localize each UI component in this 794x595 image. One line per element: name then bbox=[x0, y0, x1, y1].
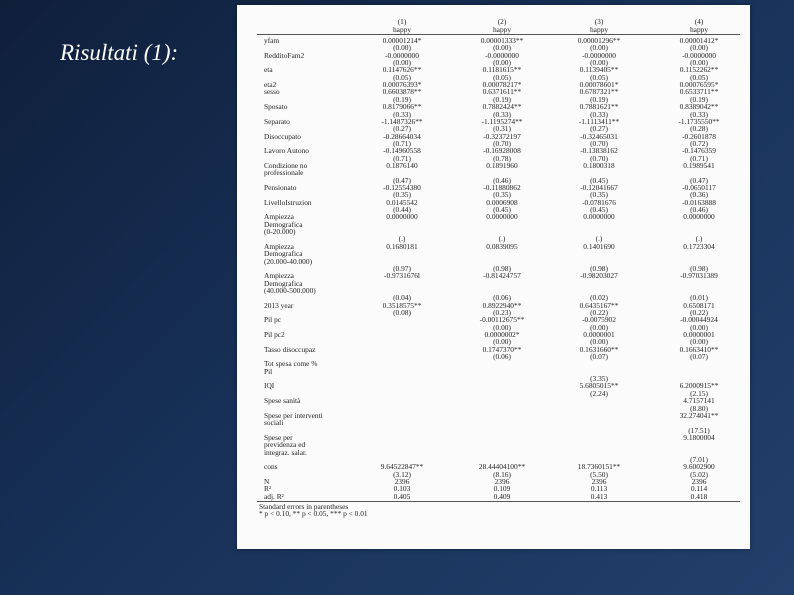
table-cell: 0.00001333** bbox=[480, 36, 524, 45]
table-cell: -0.0650117 bbox=[682, 183, 716, 192]
table-cell: (0.35) bbox=[393, 190, 411, 200]
table-cell: (0.00) bbox=[393, 43, 411, 53]
table-cell: (0.05) bbox=[493, 72, 511, 82]
table-cell: 28.44404100** bbox=[478, 462, 526, 472]
table-cell: (0.00) bbox=[590, 58, 608, 68]
row-label: RedditoFam2 bbox=[264, 50, 305, 60]
table-cell: -0.98203027 bbox=[580, 271, 618, 281]
table-cell: (0.46) bbox=[690, 205, 708, 215]
table-cell: (0.98) bbox=[493, 263, 511, 273]
table-cell: (0.71) bbox=[393, 153, 411, 163]
row-label: yfam bbox=[264, 36, 280, 45]
table-cell: 0.1723304 bbox=[683, 241, 715, 251]
row-label: professionale bbox=[264, 168, 304, 178]
table-cell: -0.1476359 bbox=[682, 146, 716, 156]
table-cell: (3.12) bbox=[393, 469, 411, 479]
row-label: previdenza ed bbox=[264, 440, 306, 450]
row-label: Disoccupato bbox=[264, 131, 301, 141]
table-cell: (0.00) bbox=[590, 322, 608, 332]
table-cell: (.) bbox=[695, 234, 703, 244]
table-cell: 0.1401690 bbox=[583, 241, 615, 251]
table-cell: (0.35) bbox=[590, 190, 608, 200]
table-cell: (0.08) bbox=[393, 307, 411, 317]
table-cell: -0.14960558 bbox=[383, 146, 421, 156]
table-cell: (2.24) bbox=[590, 388, 608, 398]
table-cell: 0.1181615** bbox=[482, 65, 522, 75]
row-label: Tasso disoccupaz bbox=[264, 344, 316, 354]
col-number: (1) bbox=[397, 17, 407, 26]
row-label: sociali bbox=[264, 418, 284, 428]
table-cell: 9.1800004 bbox=[683, 432, 715, 442]
table-cell: (0.00) bbox=[493, 337, 511, 347]
table-cell: -0.0075902 bbox=[582, 315, 616, 325]
row-label: Demografica bbox=[264, 219, 303, 229]
table-cell: -0.16928008 bbox=[483, 146, 521, 156]
row-label: eta2 bbox=[264, 80, 277, 90]
row-label: Sposato bbox=[264, 102, 288, 112]
row-label: Pil bbox=[264, 366, 273, 376]
table-cell: 0.409 bbox=[493, 491, 511, 501]
table-cell: (0.05) bbox=[690, 72, 708, 82]
row-label: cons bbox=[264, 462, 278, 472]
table-cell: -1.1195274** bbox=[481, 116, 523, 126]
table-cell: (0.36) bbox=[690, 190, 708, 200]
table-cell: 5.6805015** bbox=[579, 381, 619, 391]
table-cell: 0.6371611** bbox=[482, 87, 522, 97]
table-cell: 0.1147626** bbox=[382, 65, 422, 75]
table-cell: (0.45) bbox=[493, 205, 511, 215]
table-cell: 0.1989541 bbox=[683, 160, 715, 170]
table-cell: (0.00) bbox=[690, 43, 708, 53]
col-number: (3) bbox=[594, 17, 604, 26]
table-cell: (5.02) bbox=[690, 469, 708, 479]
row-label: Demografica bbox=[264, 249, 303, 259]
table-cell: (0.98) bbox=[590, 263, 608, 273]
table-cell: (5.50) bbox=[590, 469, 608, 479]
row-label: Pensionato bbox=[264, 183, 297, 192]
table-cell: (0.19) bbox=[393, 94, 411, 104]
col-name: happy bbox=[392, 25, 412, 34]
table-cell: 0.1680181 bbox=[386, 241, 418, 251]
col-number: (4) bbox=[694, 17, 704, 26]
table-cell: (0.27) bbox=[393, 124, 411, 134]
table-cell: (0.72) bbox=[690, 138, 708, 148]
table-cell: (0.00) bbox=[590, 43, 608, 53]
table-cell: 0.7881621** bbox=[579, 102, 619, 112]
table-cell: 0.8922940** bbox=[482, 300, 522, 310]
table-cell: (0.07) bbox=[690, 352, 708, 362]
col-name: happy bbox=[492, 25, 512, 34]
table-cell: (0.06) bbox=[493, 352, 511, 362]
table-cell: -0.12554380 bbox=[383, 183, 421, 192]
table-cell: 0.00078217* bbox=[482, 80, 522, 90]
table-cell: 0.00078601* bbox=[579, 80, 619, 90]
table-cell: 0.0839095 bbox=[486, 241, 518, 251]
table-cell: (0.00) bbox=[590, 337, 608, 347]
table-cell: 0.0000000 bbox=[683, 212, 715, 222]
table-cell: -0.2601878 bbox=[682, 131, 716, 141]
table-cell: 0.0006908 bbox=[486, 197, 518, 207]
table-cell: (3.35) bbox=[590, 374, 608, 384]
table-cell: 0.6533711** bbox=[679, 87, 719, 97]
row-label: Demografica bbox=[264, 278, 303, 288]
table-cell: (0.45) bbox=[590, 175, 608, 185]
table-cell: 18.7360151** bbox=[577, 462, 621, 472]
table-cell: (0.27) bbox=[590, 124, 608, 134]
table-cell: (8.80) bbox=[690, 403, 708, 413]
regression-table-image bbox=[237, 5, 750, 549]
row-label: Spese per interventi bbox=[264, 410, 323, 420]
table-cell: (0.19) bbox=[493, 94, 511, 104]
table-cell: 0.0000000 bbox=[486, 212, 518, 222]
row-label: Spese sanità bbox=[264, 396, 301, 406]
row-label: Condizione no bbox=[264, 160, 308, 170]
table-cell: -0.00044924 bbox=[680, 315, 718, 325]
table-cell: -0.81424757 bbox=[483, 271, 521, 281]
col-number: (2) bbox=[497, 17, 507, 26]
table-cell: (.) bbox=[498, 234, 506, 244]
table-cell: (0.05) bbox=[393, 72, 411, 82]
table-cell: (0.00) bbox=[393, 58, 411, 68]
row-label: Spese per bbox=[264, 432, 293, 442]
table-cell: (0.71) bbox=[393, 138, 411, 148]
table-cell: -0.11880862 bbox=[483, 183, 521, 192]
table-cell: -0.00112675** bbox=[479, 315, 525, 325]
table-row bbox=[237, 492, 750, 501]
row-label: Ampiezza bbox=[264, 212, 294, 222]
table-cell: -0.97031389 bbox=[680, 271, 718, 281]
table-cell: (0.70) bbox=[590, 138, 608, 148]
table-cell: 2396 bbox=[591, 477, 607, 486]
regression-table bbox=[237, 5, 750, 549]
table-cell: 0.0145542 bbox=[386, 197, 418, 207]
table-cell: (0.01) bbox=[690, 293, 708, 303]
row-label: eta bbox=[264, 65, 273, 75]
table-cell: (0.45) bbox=[590, 205, 608, 215]
table-cell: -1.1113411** bbox=[578, 116, 620, 126]
table-cell: 0.1747370** bbox=[482, 344, 522, 354]
table-cell: (0.06) bbox=[493, 293, 511, 303]
table-cell: (0.70) bbox=[493, 138, 511, 148]
table-cell: -0.0781676 bbox=[582, 197, 616, 207]
table-cell: (0.97) bbox=[393, 263, 411, 273]
table-cell: 2396 bbox=[394, 477, 410, 486]
table-cell: (0.00) bbox=[493, 58, 511, 68]
table-cell: 9.64522847** bbox=[380, 462, 424, 472]
row-label: LivelloIstruzion bbox=[264, 197, 312, 207]
table-cell: 0.3518575** bbox=[382, 300, 422, 310]
table-cell: 0.00001412* bbox=[679, 36, 719, 45]
table-header-names bbox=[237, 25, 750, 34]
table-cell: (.) bbox=[595, 234, 603, 244]
table-cell: (0.31) bbox=[493, 124, 511, 134]
table-cell: 0.6435167** bbox=[579, 300, 619, 310]
row-label: (0-20.000) bbox=[264, 227, 296, 237]
table-cell: (0.46) bbox=[493, 175, 511, 185]
table-cell: (0.00) bbox=[690, 322, 708, 332]
table-cell: 0.114 bbox=[690, 484, 708, 494]
table-cell: 0.8389042** bbox=[679, 102, 719, 112]
table-cell: 0.8179066** bbox=[382, 102, 422, 112]
table-cell: (0.19) bbox=[690, 94, 708, 104]
row-label: sesso bbox=[264, 87, 280, 97]
table-cell: 9.6002900 bbox=[683, 462, 715, 472]
table-cell: -0.0000000 bbox=[385, 50, 419, 60]
table-cell: (0.44) bbox=[393, 205, 411, 215]
row-label: Ampiezza bbox=[264, 241, 294, 251]
table-cell: 2396 bbox=[494, 477, 510, 486]
table-cell: 0.0000000 bbox=[583, 212, 615, 222]
col-name: happy bbox=[689, 25, 709, 34]
row-label: IQI bbox=[264, 381, 275, 391]
table-cell: (0.71) bbox=[690, 153, 708, 163]
table-note: * p < 0.10, ** p < 0.05, *** p < 0.01 bbox=[259, 509, 368, 519]
table-cell: -0.32465031 bbox=[580, 131, 618, 141]
table-cell: -1.1487326** bbox=[381, 116, 423, 126]
table-cell: 0.413 bbox=[590, 491, 608, 501]
table-cell: 0.00076595* bbox=[679, 80, 719, 90]
table-cell: 0.6508171 bbox=[683, 300, 715, 310]
table-cell: 0.1139405** bbox=[579, 65, 619, 75]
table-cell: 0.103 bbox=[393, 484, 411, 494]
table-cell: (0.22) bbox=[590, 307, 608, 317]
table-top-rule bbox=[257, 34, 740, 35]
table-cell: 0.6787321** bbox=[579, 87, 619, 97]
table-cell: 0.109 bbox=[493, 484, 511, 494]
table-cell: 4.7157141 bbox=[683, 396, 715, 406]
table-cell: 0.00076393* bbox=[382, 80, 422, 90]
row-label: R² bbox=[264, 484, 272, 494]
table-cell: (0.07) bbox=[590, 352, 608, 362]
table-cell: -0.0000000 bbox=[582, 50, 616, 60]
table-cell: (0.33) bbox=[493, 109, 511, 119]
row-label: (20.000-40.000) bbox=[264, 256, 313, 266]
table-cell: (0.35) bbox=[493, 190, 511, 200]
table-cell: -0.0163888 bbox=[682, 197, 716, 207]
table-cell: (0.98) bbox=[690, 263, 708, 273]
table-cell: 0.1891960 bbox=[486, 160, 518, 170]
table-cell: (0.00) bbox=[690, 337, 708, 347]
table-cell: 0.1631660** bbox=[579, 344, 619, 354]
table-cell: (0.05) bbox=[590, 72, 608, 82]
table-cell: (0.33) bbox=[590, 109, 608, 119]
table-cell: (0.28) bbox=[690, 124, 708, 134]
table-cell: 0.0000001 bbox=[683, 330, 715, 339]
table-cell: (0.47) bbox=[690, 175, 708, 185]
table-cell: 0.0000001 bbox=[583, 330, 615, 339]
table-cell: 0.00001296** bbox=[577, 36, 621, 45]
row-label: Tot spesa come % bbox=[264, 359, 318, 369]
table-cell: (7.01) bbox=[690, 454, 708, 464]
table-cell: (0.02) bbox=[590, 293, 608, 303]
table-cell: 0.1663410** bbox=[679, 344, 719, 354]
table-cell: -0.0000000 bbox=[485, 50, 519, 60]
table-note: Standard errors in parentheses bbox=[259, 502, 349, 512]
table-cell: (8.16) bbox=[493, 469, 511, 479]
col-name: happy bbox=[589, 25, 609, 34]
table-cell: -0.28664034 bbox=[383, 131, 421, 141]
row-label: Separato bbox=[264, 116, 290, 126]
table-cell: -1.1735550** bbox=[678, 116, 720, 126]
table-cell: (0.19) bbox=[590, 94, 608, 104]
table-cell: (0.33) bbox=[393, 109, 411, 119]
table-cell: 0.0000002* bbox=[484, 330, 520, 339]
table-cell: 2396 bbox=[691, 477, 707, 486]
row-label: Lavoro Autono bbox=[264, 146, 309, 156]
table-cell: (0.78) bbox=[493, 153, 511, 163]
table-cell: 0.1800318 bbox=[583, 160, 615, 170]
row-label: integraz. salar. bbox=[264, 447, 307, 457]
row-label: Pil pc2 bbox=[264, 330, 285, 339]
table-cell: 0.418 bbox=[690, 491, 708, 501]
table-cell: 0.0000000 bbox=[386, 212, 418, 222]
table-cell: -0.0000000 bbox=[682, 50, 716, 60]
table-cell: (0.00) bbox=[493, 43, 511, 53]
table-cell: 32.274041** bbox=[679, 410, 719, 420]
table-cell: 0.405 bbox=[393, 491, 411, 501]
table-cell: (0.33) bbox=[690, 109, 708, 119]
row-label: Pil pc bbox=[264, 315, 282, 325]
table-cell: -0.13838162 bbox=[580, 146, 618, 156]
table-cell: 0.1876140 bbox=[386, 160, 418, 170]
table-cell: -0.9731676l bbox=[384, 271, 420, 281]
table-cell: 0.113 bbox=[590, 484, 608, 494]
table-cell: 6.2000915** bbox=[679, 381, 719, 391]
table-cell: (.) bbox=[398, 234, 406, 244]
table-cell: (0.47) bbox=[393, 175, 411, 185]
table-cell: (0.00) bbox=[690, 58, 708, 68]
row-label: adj. R² bbox=[264, 491, 284, 501]
table-cell: -0.12041667 bbox=[580, 183, 618, 192]
row-label: N bbox=[264, 477, 270, 486]
table-cell: (0.04) bbox=[393, 293, 411, 303]
row-label: (40.000-500.000) bbox=[264, 285, 316, 295]
row-label: Ampiezza bbox=[264, 271, 294, 281]
row-label: 2013 year bbox=[264, 300, 294, 310]
slide-title: Risultati (1): bbox=[60, 40, 179, 65]
table-cell: (0.70) bbox=[590, 153, 608, 163]
table-cell: 0.6603878** bbox=[382, 87, 422, 97]
table-cell: (17.51) bbox=[688, 425, 710, 435]
table-cell: (0.22) bbox=[690, 307, 708, 317]
table-cell: 0.00001214* bbox=[382, 36, 422, 45]
table-cell: -0.32372197 bbox=[483, 131, 521, 141]
table-cell: (0.00) bbox=[493, 322, 511, 332]
table-cell: 0.7882424** bbox=[482, 102, 522, 112]
table-cell: 0.1152262** bbox=[679, 65, 719, 75]
table-cell: (0.23) bbox=[493, 307, 511, 317]
table-cell: (2.15) bbox=[690, 388, 708, 398]
